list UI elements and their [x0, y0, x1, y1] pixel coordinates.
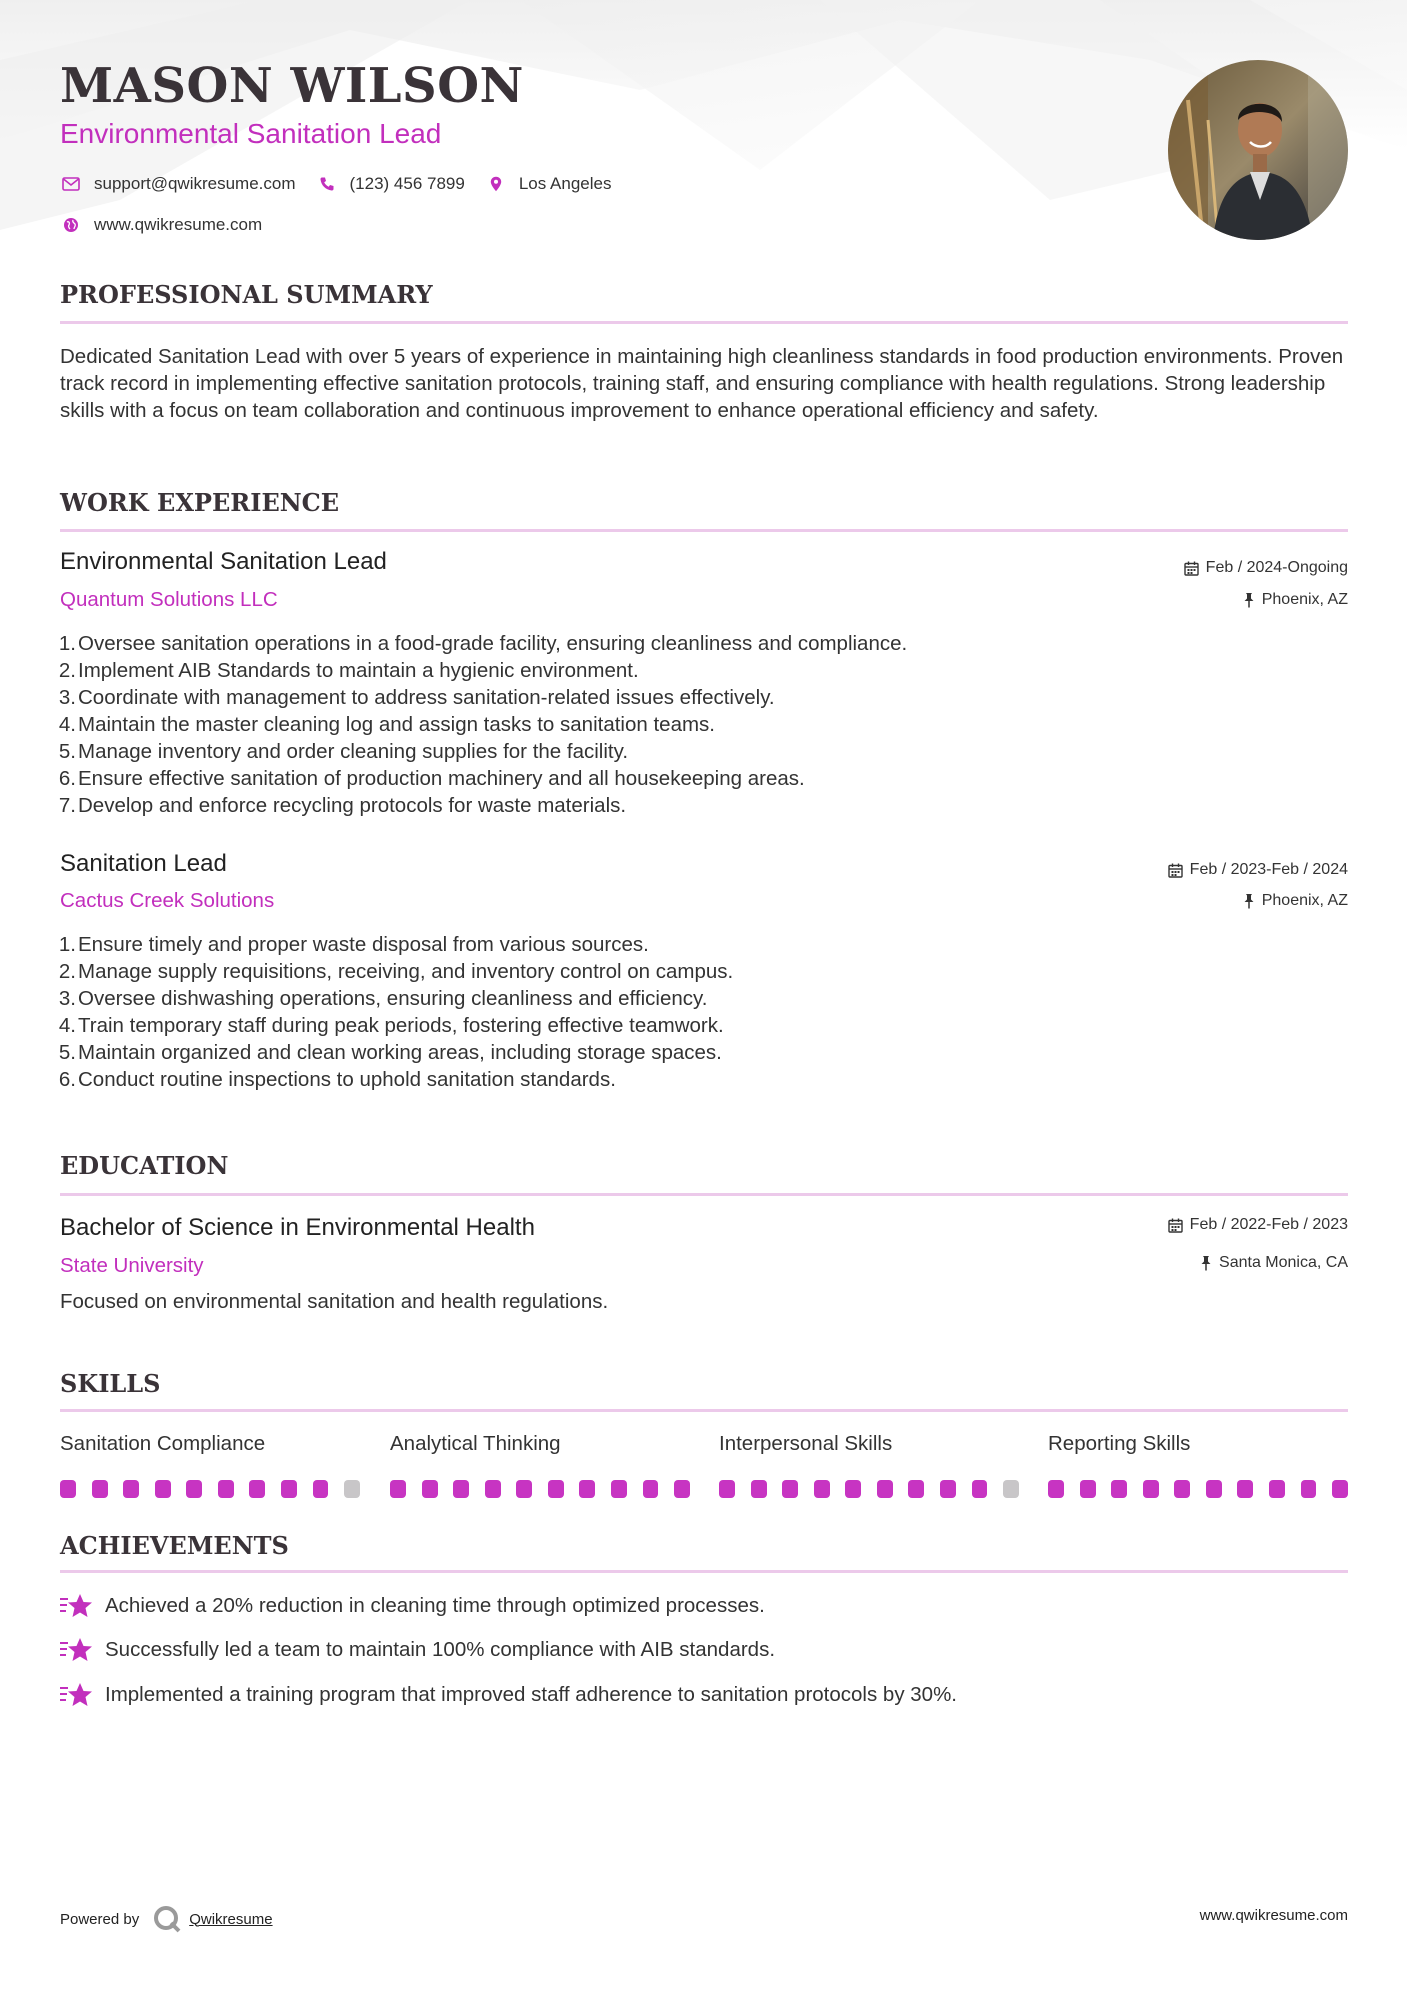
rating-dot-filled	[1143, 1480, 1159, 1498]
education-dates	[1168, 1216, 1348, 1234]
pushpin-icon	[1200, 1255, 1212, 1271]
list-item: 7. Develop and enforce recycling protocols for waste materials.	[58, 794, 627, 817]
skill-rating	[719, 1480, 1019, 1498]
star-icon	[60, 1636, 92, 1664]
pushpin-icon	[1243, 893, 1255, 909]
rating-dot-filled	[940, 1480, 956, 1498]
rating-dot-filled	[674, 1480, 690, 1498]
education-location	[1200, 1254, 1348, 1272]
education-location-text: Santa Monica, CA	[1219, 1254, 1348, 1271]
skill-item	[390, 1432, 690, 1498]
rating-dot-filled	[1048, 1480, 1064, 1498]
rating-dot-filled	[1174, 1480, 1190, 1498]
rating-dot-filled	[218, 1480, 234, 1498]
rating-dot-filled	[92, 1480, 108, 1498]
rating-dot-filled	[814, 1480, 830, 1498]
list-item: 4. Train temporary staff during peak periods, fostering effective teamwork.	[58, 1014, 724, 1037]
achievements-heading: ACHIEVEMENTS	[60, 1531, 289, 1560]
skill-name: Reporting Skills	[1048, 1432, 1191, 1455]
job-company: Quantum Solutions LLC	[60, 588, 278, 611]
rating-dot-filled	[123, 1480, 139, 1498]
mail-icon	[60, 173, 82, 195]
list-item: 2. Manage supply requisitions, receiving, and inventory control on campus.	[58, 960, 734, 983]
achievement-item: Achieved a 20% reduction in cleaning time through optimized processes.	[60, 1592, 765, 1620]
calendar-icon	[1168, 1218, 1183, 1233]
rating-dot-filled	[611, 1480, 627, 1498]
qwikresume-logo-icon	[153, 1905, 181, 1933]
footer	[60, 1897, 1348, 1931]
rating-dot-filled	[643, 1480, 659, 1498]
star-icon	[60, 1592, 92, 1620]
skill-item	[60, 1432, 360, 1498]
summary-divider	[60, 321, 1348, 324]
list-item: 6. Ensure effective sanitation of production machinery and all housekeeping areas.	[58, 767, 805, 790]
contact-phone[interactable]: (123) 456 7899	[349, 174, 465, 193]
list-item: 6. Conduct routine inspections to uphold sanitation standards.	[58, 1068, 616, 1091]
rating-dot-filled	[845, 1480, 861, 1498]
achievement-item: Implemented a training program that improved staff adherence to sanitation protocols by 30%.	[60, 1681, 957, 1709]
contact-row-primary	[60, 173, 631, 195]
job-bullets	[60, 931, 733, 1093]
skill-rating	[1048, 1480, 1348, 1498]
achievements-divider	[60, 1570, 1348, 1573]
job-location	[1243, 892, 1348, 910]
rating-dot-empty	[344, 1480, 360, 1498]
list-item: 3. Coordinate with management to address sanitation-related issues effectively.	[58, 686, 775, 709]
job-location	[1243, 591, 1348, 609]
rating-dot-filled	[1301, 1480, 1317, 1498]
summary-text: Dedicated Sanitation Lead with over 5 years of experience in maintaining high cleanliness standards in food production environments. Proven track record in implementing effective sanitation protocols, training staff, and ensuring compliance with health regulations. Strong leadership skills with a focus on team collaboration and continuous improvement to enhance operational efficiency and safety.	[60, 345, 1344, 422]
rating-dot-filled	[972, 1480, 988, 1498]
skill-item	[719, 1432, 1019, 1498]
job-company: Cactus Creek Solutions	[60, 889, 275, 912]
skills-divider	[60, 1409, 1348, 1412]
star-icon	[60, 1681, 92, 1709]
contact-website[interactable]: www.qwikresume.com	[94, 215, 263, 234]
job-location-text: Phoenix, AZ	[1261, 892, 1348, 909]
rating-dot-filled	[1111, 1480, 1127, 1498]
education-degree: Bachelor of Science in Environmental Health	[60, 1214, 535, 1241]
list-item: 3. Oversee dishwashing operations, ensuring cleanliness and efficiency.	[58, 987, 708, 1010]
candidate-title: Environmental Sanitation Lead	[60, 118, 442, 149]
contact-row-secondary	[60, 214, 282, 236]
contact-email[interactable]: support@qwikresume.com	[94, 174, 296, 193]
rating-dot-filled	[281, 1480, 297, 1498]
job-dates	[1184, 559, 1348, 577]
pushpin-icon	[1243, 592, 1255, 608]
rating-dot-filled	[1332, 1480, 1348, 1498]
rating-dot-filled	[313, 1480, 329, 1498]
experience-divider	[60, 529, 1348, 532]
list-item: 5. Maintain organized and clean working areas, including storage spaces.	[58, 1041, 722, 1064]
rating-dot-filled	[60, 1480, 76, 1498]
education-school: State University	[60, 1254, 204, 1277]
experience-heading: WORK EXPERIENCE	[60, 488, 340, 517]
powered-by	[60, 1905, 273, 1933]
footer-website[interactable]: www.qwikresume.com	[1199, 1907, 1348, 1924]
rating-dot-empty	[1003, 1480, 1019, 1498]
education-description: Focused on environmental sanitation and health regulations.	[60, 1290, 609, 1313]
job-location-text: Phoenix, AZ	[1261, 591, 1348, 608]
phone-icon	[316, 173, 338, 195]
rating-dot-filled	[453, 1480, 469, 1498]
job-dates-text: Feb / 2023-Feb / 2024	[1189, 861, 1348, 878]
rating-dot-filled	[548, 1480, 564, 1498]
job-dates-text: Feb / 2024-Ongoing	[1205, 559, 1348, 576]
achievement-item: Successfully led a team to maintain 100% compliance with AIB standards.	[60, 1636, 775, 1664]
skill-name: Interpersonal Skills	[719, 1432, 893, 1455]
skills-heading: SKILLS	[60, 1369, 161, 1398]
location-pin-icon	[485, 173, 507, 195]
education-divider	[60, 1193, 1348, 1196]
summary-heading: PROFESSIONAL SUMMARY	[60, 280, 433, 309]
rating-dot-filled	[485, 1480, 501, 1498]
rating-dot-filled	[579, 1480, 595, 1498]
list-item: 5. Manage inventory and order cleaning supplies for the facility.	[58, 740, 629, 763]
rating-dot-filled	[908, 1480, 924, 1498]
profile-photo	[1168, 60, 1348, 240]
rating-dot-filled	[516, 1480, 532, 1498]
calendar-icon	[1168, 863, 1183, 878]
list-item: 2. Implement AIB Standards to maintain a hygienic environment.	[58, 659, 639, 682]
rating-dot-filled	[1206, 1480, 1222, 1498]
candidate-name: MASON WILSON	[60, 58, 524, 114]
job-bullets	[60, 630, 907, 819]
rating-dot-filled	[751, 1480, 767, 1498]
list-item: 1. Oversee sanitation operations in a food-grade facility, ensuring cleanliness and compliance.	[58, 632, 908, 655]
powered-by-label: Powered by	[60, 1910, 140, 1928]
skill-rating	[60, 1480, 360, 1498]
list-item: 4. Maintain the master cleaning log and assign tasks to sanitation teams.	[58, 713, 715, 736]
globe-icon	[60, 214, 82, 236]
rating-dot-filled	[877, 1480, 893, 1498]
job-title: Sanitation Lead	[60, 850, 227, 877]
rating-dot-filled	[390, 1480, 406, 1498]
education-dates-text: Feb / 2022-Feb / 2023	[1189, 1216, 1348, 1233]
rating-dot-filled	[1237, 1480, 1253, 1498]
rating-dot-filled	[422, 1480, 438, 1498]
rating-dot-filled	[782, 1480, 798, 1498]
rating-dot-filled	[1080, 1480, 1096, 1498]
job-dates	[1168, 861, 1348, 879]
rating-dot-filled	[719, 1480, 735, 1498]
list-item: 1. Ensure timely and proper waste disposal from various sources.	[58, 933, 649, 956]
rating-dot-filled	[249, 1480, 265, 1498]
rating-dot-filled	[186, 1480, 202, 1498]
job-title: Environmental Sanitation Lead	[60, 548, 387, 575]
skill-item	[1048, 1432, 1348, 1498]
qwikresume-link[interactable]: Qwikresume	[189, 1910, 273, 1928]
contact-location: Los Angeles	[518, 174, 612, 193]
rating-dot-filled	[1269, 1480, 1285, 1498]
skill-name: Sanitation Compliance	[60, 1432, 266, 1455]
calendar-icon	[1184, 561, 1199, 576]
skill-name: Analytical Thinking	[390, 1432, 561, 1455]
skill-rating	[390, 1480, 690, 1498]
rating-dot-filled	[155, 1480, 171, 1498]
education-heading: EDUCATION	[60, 1151, 229, 1180]
